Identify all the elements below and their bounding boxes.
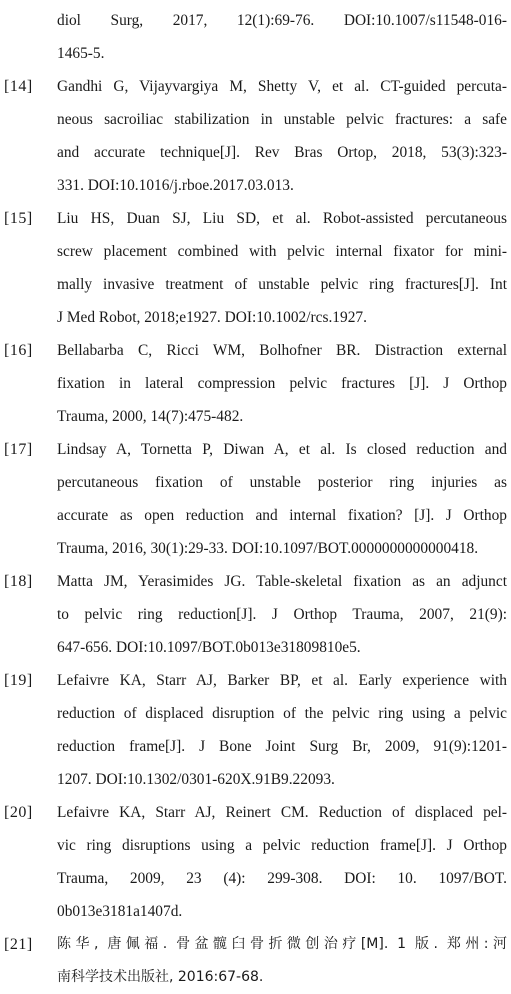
reference-number: [19] [4, 672, 33, 689]
reference-item [0, 796, 511, 928]
reference-list [0, 4, 511, 994]
reference-line: 1207. DOI:10.1302/0301-620X.91B9.22093. [57, 771, 335, 788]
reference-line: mally invasive treatment of unstable pelvic ring fractures[J]. Int [57, 276, 507, 293]
reference-line: Matta JM, Yerasimides JG. Table-skeletal fixation as an adjunct [57, 573, 507, 590]
reference-number: [17] [4, 441, 33, 458]
reference-continuation [0, 4, 511, 70]
reference-line: to pelvic ring reduction[J]. J Orthop Trauma, 2007, 21(9): [57, 606, 507, 623]
reference-line: neous sacroiliac stabilization in unstable pelvic fractures: a safe [57, 111, 507, 128]
reference-line: vic ring disruptions using a pelvic reduction frame[J]. J Orthop [57, 837, 507, 854]
reference-text [57, 70, 507, 202]
reference-item [0, 664, 511, 796]
reference-line: Lefaivre KA, Starr AJ, Reinert CM. Reduction of displaced pel- [57, 804, 507, 821]
reference-text [57, 334, 507, 433]
reference-number: [14] [4, 78, 33, 95]
reference-number: [18] [4, 573, 33, 590]
reference-line: Trauma, 2009, 23 (4): 299-308. DOI: 10. 1097/BOT. [57, 870, 507, 887]
reference-item [0, 70, 511, 202]
reference-line: accurate as open reduction and internal fixation? [J]. J Orthop [57, 507, 507, 524]
reference-line: 647-656. DOI:10.1097/BOT.0b013e31809810e5. [57, 639, 361, 656]
reference-text [57, 4, 507, 70]
reference-line: reduction of displaced disruption of the pelvic ring using a pelvic [57, 705, 507, 722]
reference-line: 1465-5. [57, 45, 105, 62]
reference-text [57, 565, 507, 664]
reference-text [57, 202, 507, 334]
reference-line: Bellabarba C, Ricci WM, Bolhofner BR. Distraction external [57, 342, 507, 359]
reference-line: and accurate technique[J]. Rev Bras Ortop, 2018, 53(3):323- [57, 144, 507, 161]
reference-line: diol Surg, 2017, 12(1):69-76. DOI:10.1007/s11548-016- [57, 12, 507, 29]
reference-line: Trauma, 2016, 30(1):29-33. DOI:10.1097/BOT.0000000000000418. [57, 540, 479, 557]
reference-line: Gandhi G, Vijayvargiya M, Shetty V, et al. CT-guided percuta- [57, 78, 507, 95]
reference-number: [16] [4, 342, 33, 359]
reference-line: percutaneous fixation of unstable posterior ring injuries as [57, 474, 507, 491]
reference-line: 331. DOI:10.1016/j.rboe.2017.03.013. [57, 177, 294, 194]
reference-line: reduction frame[J]. J Bone Joint Surg Br, 2009, 91(9):1201- [57, 738, 507, 755]
reference-line: 南科学技术出版社, 2016:67-68. [57, 969, 264, 985]
reference-text [57, 433, 507, 565]
reference-line: fixation in lateral compression pelvic fractures [J]. J Orthop [57, 375, 507, 392]
reference-number: [20] [4, 804, 33, 821]
reference-line: Lefaivre KA, Starr AJ, Barker BP, et al. Early experience with [57, 672, 507, 689]
reference-line: 0b013e3181a1407d. [57, 903, 183, 920]
reference-item [0, 334, 511, 433]
reference-item [0, 565, 511, 664]
reference-number: [21] [4, 936, 33, 953]
reference-item [0, 202, 511, 334]
reference-item [0, 433, 511, 565]
reference-line: Trauma, 2000, 14(7):475-482. [57, 408, 244, 425]
reference-line: Lindsay A, Tornetta P, Diwan A, et al. Is closed reduction and [57, 441, 507, 458]
reference-line: screw placement combined with pelvic internal fixator for mini- [57, 243, 507, 260]
reference-line: 陈华, 唐佩福. 骨盆髋臼骨折微创治疗[M]. 1 版. 郑州:河 [57, 936, 507, 952]
reference-line: J Med Robot, 2018;e1927. DOI:10.1002/rcs.1927. [57, 309, 367, 326]
reference-number: [15] [4, 210, 33, 227]
reference-text [57, 664, 507, 796]
reference-line: Liu HS, Duan SJ, Liu SD, et al. Robot-assisted percutaneous [57, 210, 507, 227]
reference-text [57, 796, 507, 928]
